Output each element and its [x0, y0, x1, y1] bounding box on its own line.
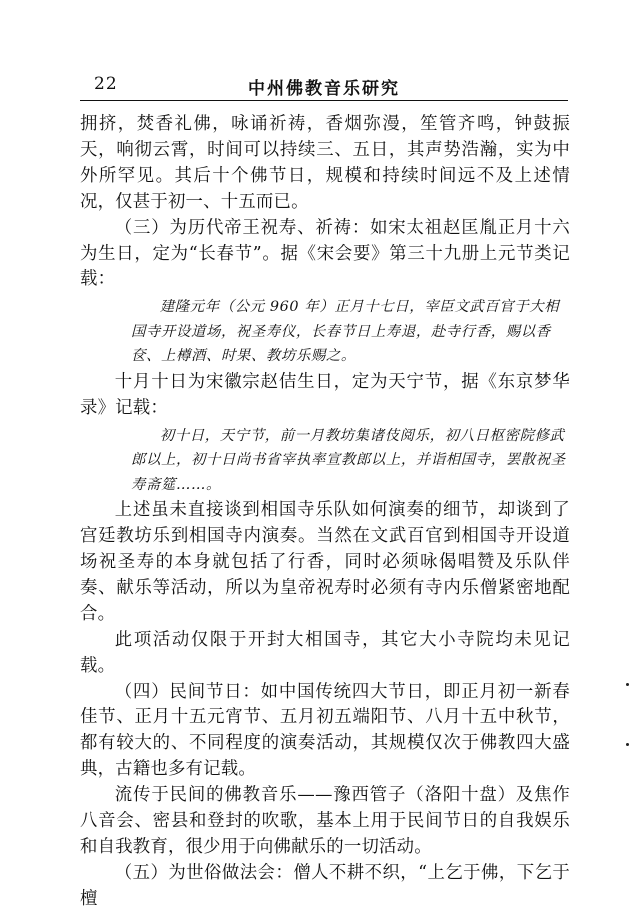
paragraph-3: 十月十日为宋徽宗赵佶生日，定为天宁节，据《东京梦华录》记载： — [80, 371, 570, 418]
quotation-song-huiyao: 建隆元年（公元 960 年）正月十七日，宰臣文武百官于大相国寺开设道场，祝圣寿仪，长春节日上寿退，赴寺行香，赐以香奁、上樽酒、时果、教坊乐赐之。 — [131, 299, 560, 365]
page-header — [80, 70, 568, 101]
paragraph-5: 此项活动仅限于开封大相国寺，其它大小寺院均未见记载。 — [80, 629, 570, 676]
margin-mark — [626, 743, 629, 746]
paragraph-7: 流传于民间的佛教音乐——豫西管子（洛阳十盘）及焦作八音会、密县和登封的吹歌，基本上用于民间节日的自我娱乐和自我教育，很少用于向佛献乐的一切活动。 — [80, 785, 570, 857]
paragraph-8: （五）为世俗做法会：僧人不耕不织，“上乞于佛，下乞于檀 — [80, 862, 570, 909]
paragraph-4: 上述虽未直接谈到相国寺乐队如何演奏的细节，却谈到了宫廷教坊乐到相国寺内演奏。当然在文武百官到相国寺开设道场祝圣寿的本身就包括了行香，同时必须咏偈唱赞及乐队伴奏、献乐等活动，所以为皇帝祝寿时必须有寺内乐僧紧密地配合。 — [80, 500, 570, 624]
quotation-dongjing-menghua-lu: 初十日，天宁节，前一月教坊集诸伎阅乐，初八日枢密院修武郎以上，初十日尚书省宰执率宣教郎以上，并诣相国寺，罢散祝圣寿斋筵……。 — [131, 427, 566, 493]
paragraph-2: （三）为历代帝王祝寿、祈祷：如宋太祖赵匡胤正月十六为生日，定为“长春节”。据《宋会要》第三十九册上元节类记载： — [80, 217, 570, 290]
body-text — [80, 112, 570, 913]
paragraph-6: （四）民间节日：如中国传统四大节日，即正月初一新春佳节、正月十五元宵节、五月初五端阳节、八月十五中秋节，都有较大的、不同程度的演奏活动，其规模仅次于佛教四大盛典，古籍也多有记载。 — [80, 681, 570, 780]
page-number: 22 — [94, 74, 118, 94]
paragraph-1: 拥挤，焚香礼佛，咏诵祈祷，香烟弥漫，笙管齐鸣，钟鼓振天，响彻云霄，时间可以持续三、五日，其声势浩瀚，实为中外所罕见。其后十个佛节日，规模和持续时间远不及上述情况，仅甚于初一、十五而已。 — [80, 114, 570, 212]
margin-mark — [626, 683, 629, 686]
book-title: 中州佛教音乐研究 — [248, 79, 400, 99]
